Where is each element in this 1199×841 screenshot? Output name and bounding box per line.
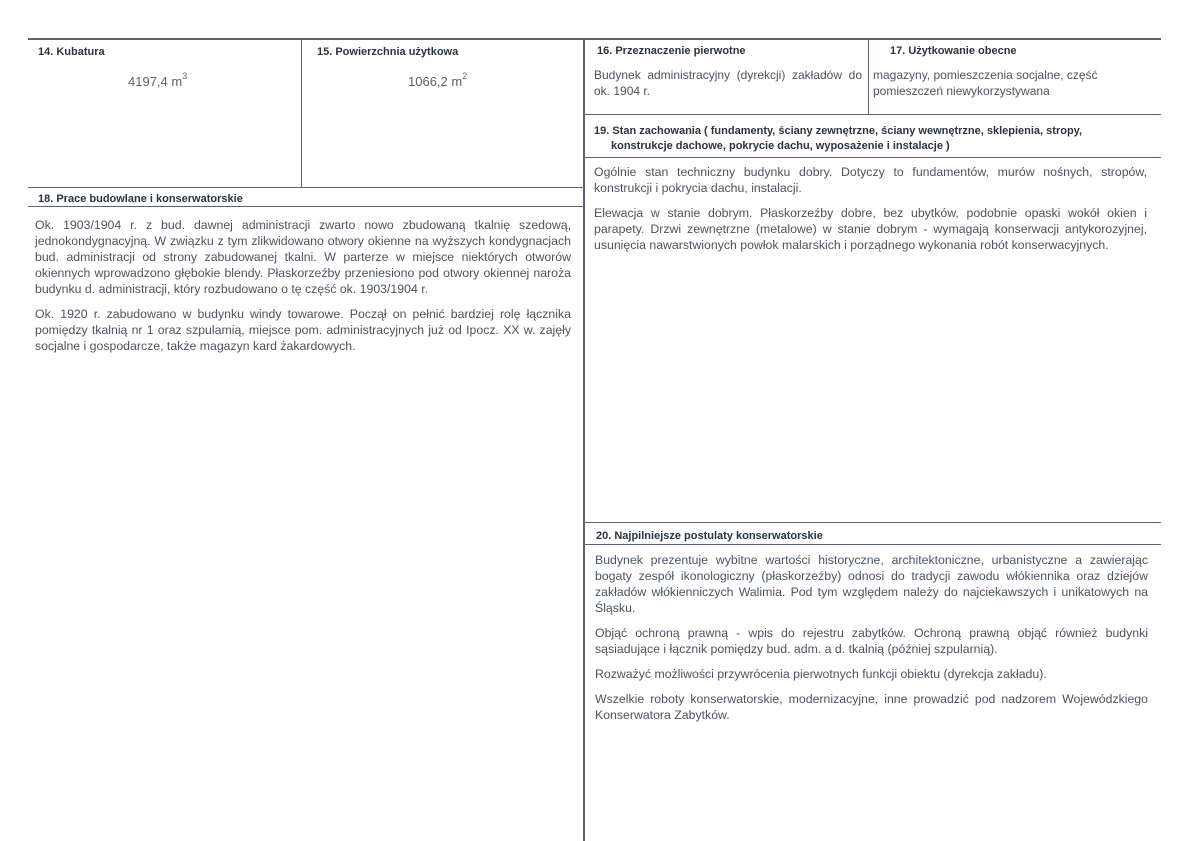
field-20-header: 20. Najpilniejsze postulaty konserwatorskie	[596, 530, 823, 542]
field-18-header: 18. Prace budowlane i konserwatorskie	[38, 193, 243, 205]
field-18-body	[35, 217, 571, 363]
field-19-header-line1: 19. Stan zachowania ( fundamenty, ściany zewnętrzne, ściany wewnętrzne, sklepienia, stropy,	[594, 125, 1083, 137]
field-17-text: magazyny, pomieszczenia socjalne, część pomieszczeń niewykorzystywana	[873, 68, 1098, 98]
field-19-paragraph: Elewacja w stanie dobrym. Płaskorzeźby dobre, bez ubytków, podobnie opaski wokół okien i parapety. Drzwi zewnętrzne (metalowe) w stanie dobrym - wymagają konserwacji antykorozyjnej, usunięcia nawarstwionych powłok malarskich i porządnego wykonania robót konserwacyjnych.	[594, 206, 1147, 252]
field-16-header: 16. Przeznaczenie pierwotne	[597, 45, 746, 57]
field-19-header-line2: konstrukcje dachowe, pokrycie dachu, wyposażenie i instalacje )	[611, 140, 950, 152]
field-20-paragraph: Objąć ochroną prawną - wpis do rejestru zabytków. Ochroną prawną objąć również budynki sąsiadujące i łącznik pomiędzy bud. adm. a d. tkalnią (później szpularnią).	[595, 626, 1148, 656]
field-20-paragraph: Rozważyć możliwości przywrócenia pierwotnych funkcji obiektu (dyrekcja zakładu).	[595, 667, 1047, 681]
field-20-paragraph: Wszelkie roboty konserwatorskie, modernizacyjne, inne prowadzić pod nadzorem Wojewódzkiego Konserwatora Zabytków.	[595, 692, 1148, 722]
field-20-body	[595, 552, 1148, 732]
divider-left-right	[583, 38, 585, 841]
rule-below-18-header	[28, 206, 583, 207]
field-15-value	[408, 71, 468, 89]
field-15-unit-sup: 2	[462, 71, 468, 81]
field-15-number: 1066,2 m	[408, 74, 463, 89]
field-14-unit-sup: 3	[182, 71, 188, 81]
field-18-paragraph: Ok. 1903/1904 r. z bud. dawnej administracji zwarto nowo zbudowaną tkalnię szedową, jednokondygnacyjną. W związku z tym zlikwidowano otwory okienne na wyższych kondygnacjach bud. administracji od strony zabudowanej tkalni. W parterze w miejsce niektórych otworów okiennych wprowadzono głębokie blendy. Płaskorzeźby przeniesiono pod otwory okiennej naroża budynku d. administracji, który rozbudowano o tę część ok. 1903/1904 r.	[35, 218, 571, 296]
field-17-header: 17. Użytkowanie obecne	[890, 45, 1017, 57]
field-14-value	[128, 71, 188, 89]
rule-above-20	[584, 522, 1161, 523]
rule-below-19-header	[584, 157, 1161, 158]
rule-below-20-header	[584, 544, 1161, 545]
field-14-header: 14. Kubatura	[38, 46, 105, 58]
top-border	[28, 38, 1161, 40]
field-18-paragraph: Ok. 1920 r. zabudowano w budynku windy towarowe. Począł on pełnić bardziej rolę łącznika pomiędzy tkalnią nr 1 oraz szpulamią, miejsce pom. administracyjnych już od Ipocz. XX w. zajęły socjalne i gospodarcze, także magazyn kard żakardowych.	[35, 307, 571, 353]
rule-below-16-17	[584, 114, 1161, 115]
field-15-header: 15. Powierzchnia użytkowa	[317, 46, 459, 58]
field-14-number: 4197,4 m	[128, 74, 183, 89]
field-19-body	[594, 164, 1147, 262]
field-16-text: Budynek administracyjny (dyrekcji) zakładów do ok. 1904 r.	[594, 68, 862, 98]
rule-above-18	[28, 187, 583, 188]
divider-14-15	[301, 38, 302, 188]
field-20-paragraph: Budynek prezentuje wybitne wartości historyczne, architektoniczne, urbanistyczne a zawierając bogaty zespół ikonologiczny (płaskorzeźby) odnosi do tradycji zawodu włókiennika oraz dziejów zakładów włókienniczych Walimia. Pod tym względem należy do najciekawszych i unikatowych na Śląsku.	[595, 553, 1148, 615]
divider-16-17	[868, 38, 869, 114]
field-19-paragraph: Ogólnie stan techniczny budynku dobry. Dotyczy to fundamentów, murów nośnych, stropów, konstrukcji i pokrycia dachu, instalacji.	[594, 165, 1147, 195]
